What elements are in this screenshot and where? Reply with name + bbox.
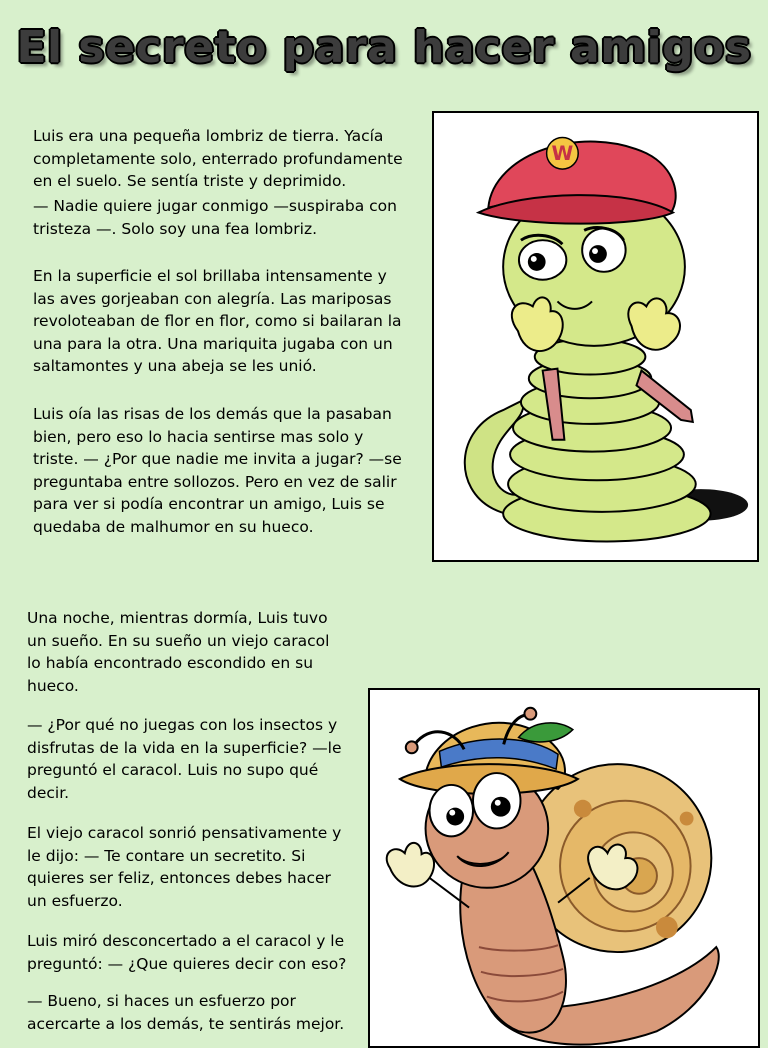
story-paragraph: En la superficie el sol brillaba intensamente y las aves gorjeaban con alegría. Las mariposas revoloteaban de flor en flor, como si bailaran la una para la otra. Una mariquita jugaba con un saltamontes y una abeja se les unió. [33,267,402,375]
story-paragraph: Una noche, mientras dormía, Luis tuvo un sueño. En su sueño un viejo caracol lo había encontrado escondido en su hueco. [27,609,330,695]
cap-letter: W [551,142,574,166]
worm-illustration [432,111,759,562]
story-paragraph: — Bueno, si haces un esfuerzo por acercarte a los demás, te sentirás mejor. [27,992,345,1033]
worm-icon [434,113,757,560]
snail-illustration [368,688,760,1048]
story-paragraph: Luis era una pequeña lombriz de tierra. Yacía completamente solo, enterrado profundamente en el suelo. Se sentía triste y deprimido. [33,127,403,190]
story-paragraph: — ¿Por qué no juegas con los insectos y disfrutas de la vida en la superficie? —le preguntó el caracol. Luis no supo qué decir. [27,716,342,802]
page-title: El secreto para hacer amigos [16,22,752,73]
story-paragraph: Luis miró desconcertado a el caracol y le preguntó: — ¿Que quieres decir con eso? [27,932,347,973]
story-paragraph: — Nadie quiere jugar conmigo —suspiraba con tristeza —. Solo soy una fea lombriz. [33,197,397,238]
story-paragraph: Luis oía las risas de los demás que la pasaban bien, pero eso lo hacia sentirse mas solo y triste. — ¿Por que nadie me invita a jugar? —se preguntaba entre sollozos. Pero en vez de salir para ver si podía encontrar un amigo, Luis se quedaba de malhumor en su hueco. [33,405,402,536]
story-paragraph: El viejo caracol sonrió pensativamente y le dijo: — Te contare un secretito. Si quieres ser feliz, entonces debes hacer un esfuerzo. [27,824,342,910]
snail-icon [370,690,758,1046]
